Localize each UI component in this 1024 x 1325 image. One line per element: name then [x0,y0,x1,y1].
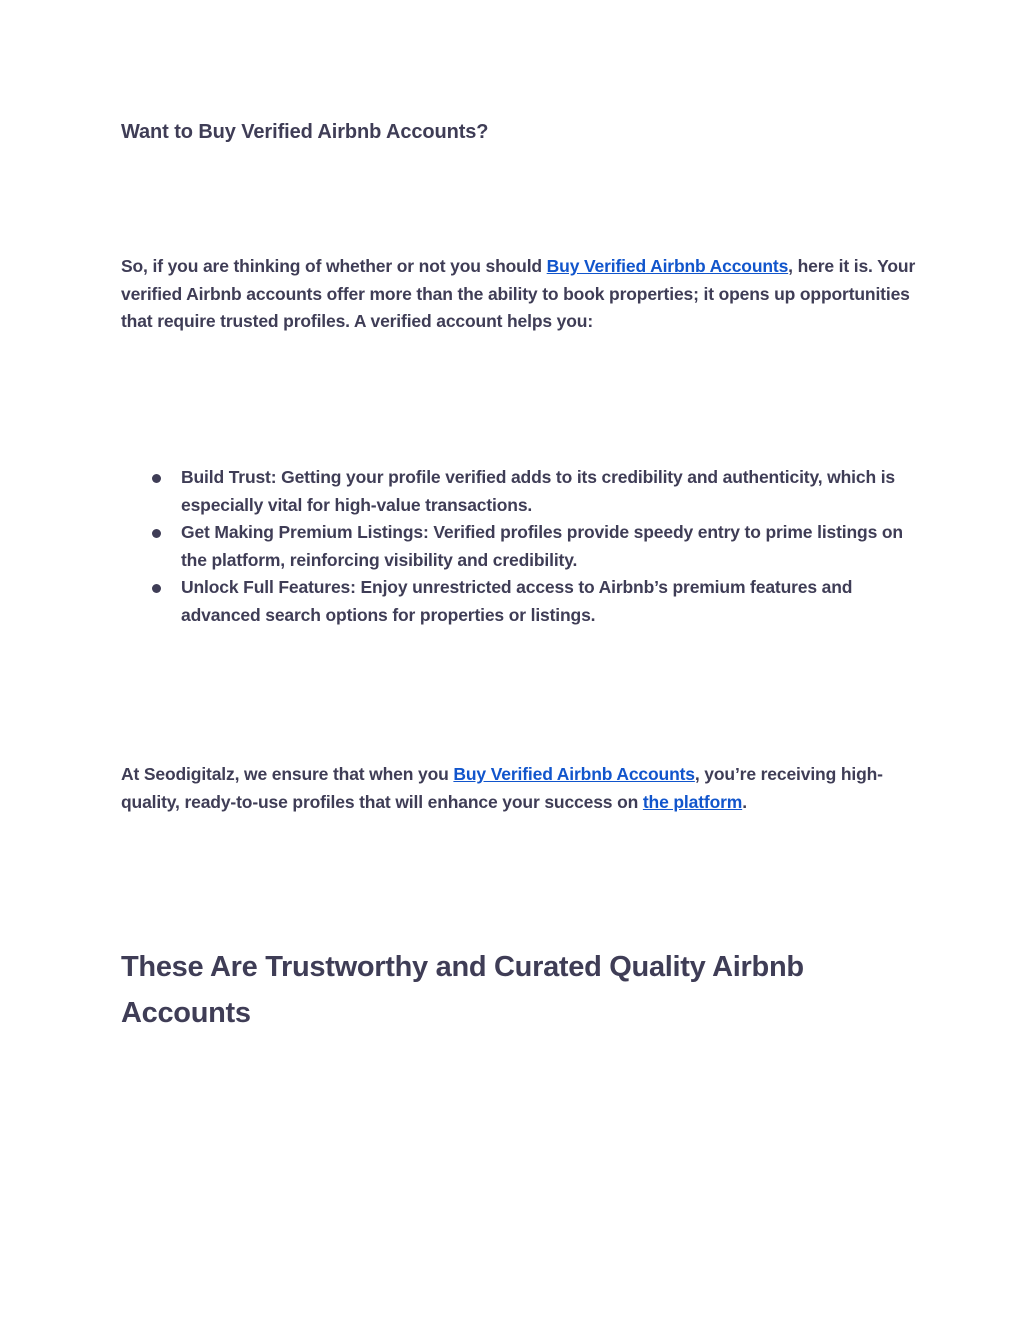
bullet-icon [152,529,161,538]
list-item [121,574,911,629]
closing-text-before: At Seodigitalz, we ensure that when you [121,764,454,784]
benefits-list [121,464,911,630]
buy-accounts-link-2[interactable]: Buy Verified Airbnb Accounts [453,764,695,784]
benefit-text: Get Making Premium Listings: Verified profiles provide speedy entry to prime listings on the platform, reinforcing visibility and credibility. [181,522,903,570]
closing-text-after: . [742,791,747,812]
list-item [121,464,911,519]
intro-text-before: So, if you are thinking of whether or not you should [121,256,547,276]
bullet-icon [152,474,161,483]
section-heading: These Are Trustworthy and Curated Quality Airbnb Accounts [121,951,804,1029]
closing-text-middle: , you’re receiving high-quality, ready-to-use profiles that will enhance your success on [121,764,883,812]
closing-paragraph [121,761,921,816]
bullet-icon [152,584,161,593]
list-item [121,519,911,574]
benefit-text: Build Trust: Getting your profile verified adds to its credibility and authenticity, which is especially vital for high-value transactions. [181,467,896,515]
intro-text-after: , here it is. Your verified Airbnb accounts offer more than the ability to book properties; it opens up opportunities that require trusted profiles. A verified account helps you: [121,256,916,332]
page-heading: Want to Buy Verified Airbnb Accounts? [121,121,489,143]
benefit-text: Unlock Full Features: Enjoy unrestricted access to Airbnb’s premium features and advanced search options for properties or listings. [181,577,853,625]
buy-accounts-link[interactable]: Buy Verified Airbnb Accounts [546,256,789,276]
platform-link[interactable]: the platform [642,791,743,812]
intro-paragraph [121,253,921,336]
